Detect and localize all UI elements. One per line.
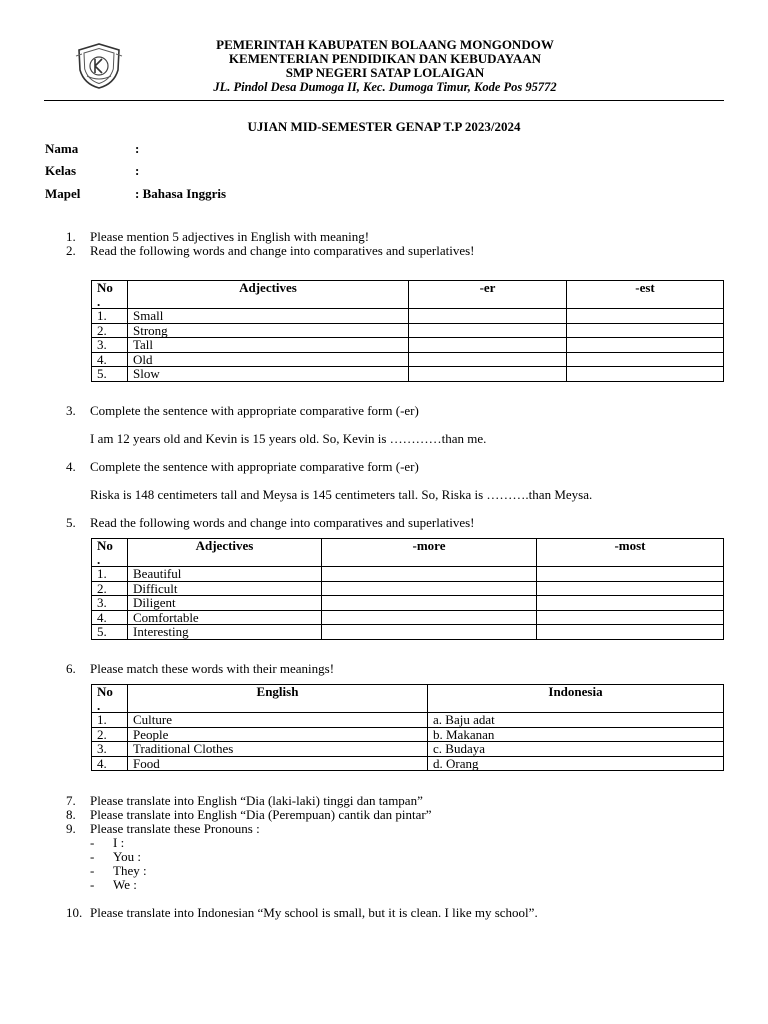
question-text: Please translate these Pronouns :	[90, 821, 260, 836]
col-header-est: -est	[567, 281, 724, 309]
exam-title: UJIAN MID-SEMESTER GENAP T.P 2023/2024	[247, 119, 521, 134]
regency-emblem-icon	[74, 42, 124, 90]
identity-label: Kelas	[45, 163, 77, 178]
question-text: Please translate into English “Dia (Perempuan) cantik dan pintar”	[90, 807, 432, 822]
answer-cell[interactable]	[537, 567, 724, 582]
answer-cell[interactable]	[409, 367, 567, 382]
table-row	[92, 713, 724, 728]
cell-indonesia: b. Makanan	[428, 727, 724, 742]
table-header-row	[92, 539, 724, 567]
cell-adjective: Old	[128, 352, 409, 367]
cell-adjective: Diligent	[128, 596, 322, 611]
cell-adjective: Strong	[128, 323, 409, 338]
identity-value: :	[135, 141, 140, 156]
cell-english: Food	[128, 756, 428, 771]
table-row	[92, 309, 724, 324]
question-2	[66, 244, 474, 258]
answer-cell[interactable]	[409, 323, 567, 338]
cell-no: 1.	[92, 309, 128, 324]
cell-no: 1.	[92, 713, 128, 728]
cell-adjective: Comfortable	[128, 610, 322, 625]
table-comparatives-er	[91, 280, 724, 382]
table-row	[92, 625, 724, 640]
identity-value: : Bahasa Inggris	[135, 186, 227, 201]
answer-cell[interactable]	[322, 596, 537, 611]
cell-no: 4.	[92, 610, 128, 625]
col-header-adjectives: Adjectives	[128, 539, 322, 567]
answer-cell[interactable]	[537, 625, 724, 640]
answer-cell[interactable]	[567, 367, 724, 382]
question-text: Complete the sentence with appropriate comparative form (-er)	[90, 459, 419, 474]
answer-cell[interactable]	[567, 309, 724, 324]
cell-adjective: Beautiful	[128, 567, 322, 582]
question-text: Please match these words with their meanings!	[90, 661, 335, 676]
question-7	[66, 794, 423, 808]
col-header-no: No .	[92, 539, 128, 567]
cell-english: Culture	[128, 713, 428, 728]
header-divider	[44, 100, 724, 101]
cell-adjective: Slow	[128, 367, 409, 382]
identity-value: :	[135, 163, 140, 178]
col-header-most: -most	[537, 539, 724, 567]
cell-english: People	[128, 727, 428, 742]
answer-cell[interactable]	[567, 338, 724, 353]
table-row	[92, 323, 724, 338]
question-5	[66, 516, 474, 530]
table-header-row	[92, 685, 724, 713]
pronoun-item: - They :	[90, 863, 147, 878]
table-row	[92, 338, 724, 353]
question-3-sentence: I am 12 years old and Kevin is 15 years old. So, Kevin is …………than me.	[90, 431, 487, 446]
question-text: Read the following words and change into comparatives and superlatives!	[90, 515, 475, 530]
answer-cell[interactable]	[537, 581, 724, 596]
cell-no: 2.	[92, 727, 128, 742]
cell-no: 5.	[92, 625, 128, 640]
cell-no: 4.	[92, 756, 128, 771]
answer-cell[interactable]	[537, 596, 724, 611]
col-header-no: No .	[92, 281, 128, 309]
header-school: SMP NEGERI SATAP LOLAIGAN	[285, 65, 485, 80]
header-address: JL. Pindol Desa Dumoga II, Kec. Dumoga Timur, Kode Pos 95772	[213, 80, 557, 94]
answer-cell[interactable]	[409, 338, 567, 353]
question-text: Please translate into Indonesian “My school is small, but it is clean. I like my school”.	[90, 905, 538, 920]
cell-adjective: Interesting	[128, 625, 322, 640]
cell-no: 4.	[92, 352, 128, 367]
question-text: Read the following words and change into comparatives and superlatives!	[90, 243, 475, 258]
question-number: 9.	[66, 821, 76, 836]
table-row	[92, 581, 724, 596]
question-8	[66, 808, 432, 822]
question-9	[66, 822, 260, 836]
pronoun-item: - You :	[90, 849, 141, 864]
answer-cell[interactable]	[567, 323, 724, 338]
identity-name-row	[45, 142, 139, 156]
cell-english: Traditional Clothes	[128, 742, 428, 757]
cell-no: 3.	[92, 742, 128, 757]
cell-indonesia: c. Budaya	[428, 742, 724, 757]
question-4-sentence: Riska is 148 centimeters tall and Meysa is 145 centimeters tall. So, Riska is ……….than Meysa.	[90, 487, 593, 502]
cell-adjective: Difficult	[128, 581, 322, 596]
col-header-er: -er	[409, 281, 567, 309]
question-number: 2.	[66, 243, 76, 258]
header-ministry: KEMENTERIAN PENDIDIKAN DAN KEBUDAYAAN	[228, 51, 542, 66]
header-government: PEMERINTAH KABUPATEN BOLAANG MONGONDOW	[216, 37, 554, 52]
question-number: 10.	[66, 905, 83, 920]
identity-class-row	[45, 164, 139, 178]
cell-no: 1.	[92, 567, 128, 582]
question-text: Please translate into English “Dia (laki-laki) tinggi dan tampan”	[90, 793, 423, 808]
table-row	[92, 567, 724, 582]
answer-cell[interactable]	[567, 352, 724, 367]
table-comparatives-more	[91, 538, 724, 640]
question-text: Complete the sentence with appropriate comparative form (-er)	[90, 403, 419, 418]
table-matching	[91, 684, 724, 771]
answer-cell[interactable]	[409, 309, 567, 324]
question-number: 7.	[66, 793, 76, 808]
answer-cell[interactable]	[322, 581, 537, 596]
question-4	[66, 460, 419, 474]
answer-cell[interactable]	[322, 625, 537, 640]
table-row	[92, 756, 724, 771]
question-number: 3.	[66, 403, 76, 418]
question-1	[66, 230, 369, 244]
table-row	[92, 596, 724, 611]
cell-no: 5.	[92, 367, 128, 382]
answer-cell[interactable]	[537, 610, 724, 625]
identity-subject-row	[45, 187, 226, 201]
col-header-indonesia: Indonesia	[428, 685, 724, 713]
cell-no: 3.	[92, 596, 128, 611]
table-header-row	[92, 281, 724, 309]
cell-no: 3.	[92, 338, 128, 353]
identity-label: Mapel	[45, 186, 81, 201]
pronoun-item: - I :	[90, 835, 125, 850]
col-header-more: -more	[322, 539, 537, 567]
question-10	[66, 906, 538, 920]
table-row	[92, 727, 724, 742]
question-3	[66, 404, 419, 418]
table-row	[92, 352, 724, 367]
cell-indonesia: d. Orang	[428, 756, 724, 771]
question-number: 5.	[66, 515, 76, 530]
col-header-english: English	[128, 685, 428, 713]
pronoun-item: - We :	[90, 877, 137, 892]
question-number: 6.	[66, 661, 76, 676]
col-header-no: No .	[92, 685, 128, 713]
cell-adjective: Tall	[128, 338, 409, 353]
identity-label: Nama	[45, 141, 79, 156]
cell-indonesia: a. Baju adat	[428, 713, 724, 728]
question-number: 8.	[66, 807, 76, 822]
table-row	[92, 367, 724, 382]
cell-no: 2.	[92, 323, 128, 338]
question-number: 1.	[66, 229, 76, 244]
question-number: 4.	[66, 459, 76, 474]
cell-no: 2.	[92, 581, 128, 596]
answer-cell[interactable]	[322, 610, 537, 625]
table-row	[92, 610, 724, 625]
cell-adjective: Small	[128, 309, 409, 324]
table-row	[92, 742, 724, 757]
question-6	[66, 662, 334, 676]
col-header-adjectives: Adjectives	[128, 281, 409, 309]
question-text: Please mention 5 adjectives in English with meaning!	[90, 229, 370, 244]
answer-cell[interactable]	[409, 352, 567, 367]
answer-cell[interactable]	[322, 567, 537, 582]
